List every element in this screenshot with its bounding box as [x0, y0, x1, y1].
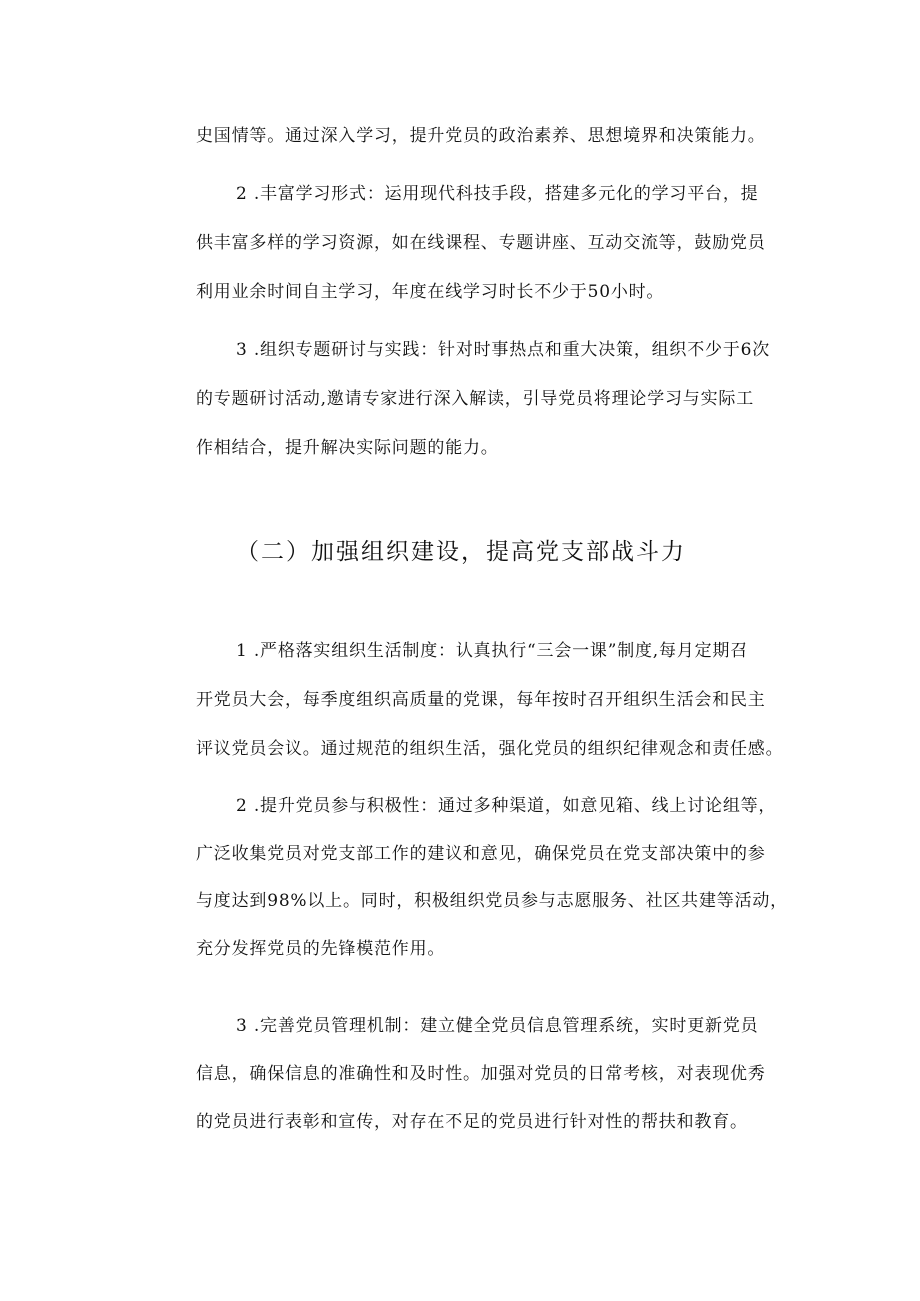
text-line: 充分发挥党员的先锋模范作用。 [196, 939, 446, 959]
text-line: 3 .组织专题研讨与实践：针对时事热点和重大决策，组织不少于6次 [236, 340, 771, 360]
text-line: 2 .提升党员参与积极性：通过多种渠道，如意见箱、线上讨论组等， [236, 796, 777, 816]
text-line: 供丰富多样的学习资源，如在线课程、专题讲座、互动交流等，鼓励党员 [196, 233, 766, 253]
text-line: 作相结合，提升解决实际问题的能力。 [196, 438, 499, 458]
text-line: 评议党员会议。通过规范的组织生活，强化党员的组织纪律观念和责任感。 [196, 739, 784, 759]
section-heading: （二）加强组织建设，提高党支部战斗力 [236, 539, 686, 565]
text-line: 利用业余时间自主学习，年度在线学习时长不少于50小时。 [196, 282, 665, 302]
text-line: 信息，确保信息的准确性和及时性。加强对党员的日常考核，对表现优秀 [196, 1064, 766, 1084]
text-line: 与度达到98%以上。同时，积极组织党员参与志愿服务、社区共建等活动， [196, 891, 788, 911]
text-line: 1 .严格落实组织生活制度：认真执行“三会一课”制度,每月定期召 [236, 641, 749, 661]
text-line: 广泛收集党员对党支部工作的建议和意见，确保党员在党支部决策中的参 [196, 844, 766, 864]
text-line: 的专题研讨活动,邀请专家进行深入解读，引导党员将理论学习与实际工 [196, 389, 755, 409]
text-line: 开党员大会，每季度组织高质量的党课，每年按时召开组织生活会和民主 [196, 690, 766, 710]
text-line: 的党员进行表彰和宣传，对存在不足的党员进行针对性的帮扶和教育。 [196, 1112, 748, 1132]
text-line: 史国情等。通过深入学习，提升党员的政治素养、思想境界和决策能力。 [196, 126, 766, 146]
text-line: 3 .完善党员管理机制：建立健全党员信息管理系统，实时更新党员 [236, 1016, 759, 1036]
text-line: 2 .丰富学习形式：运用现代科技手段，搭建多元化的学习平台，提 [236, 184, 759, 204]
